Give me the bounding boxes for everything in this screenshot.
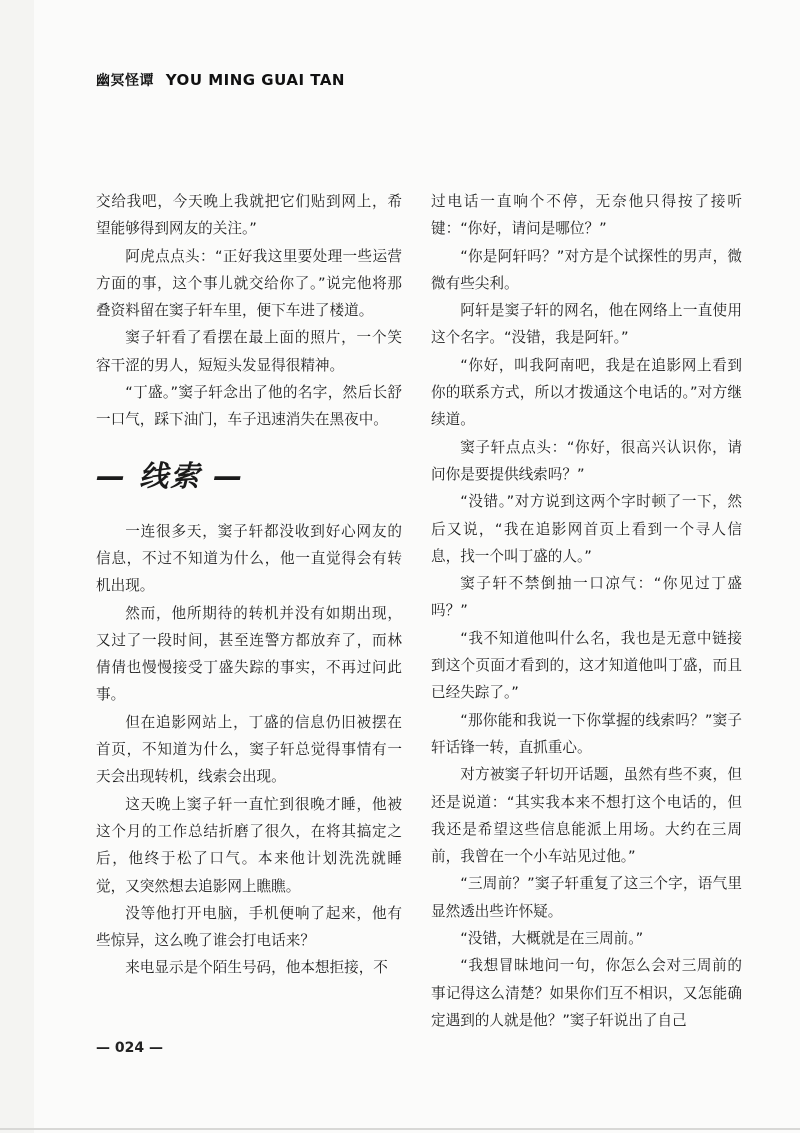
paragraph: “那你能和我说一下你掌握的线索吗？”窦子轩话锋一转，直抓重心。 <box>431 711 742 756</box>
paragraph: “你好，叫我阿南吧，我是在追影网上看到你的联系方式，所以才拨通这个电话的。”对方继续道。 <box>431 356 742 429</box>
paragraph: 这天晚上窦子轩一直忙到很晚才睡，他被这个月的工作总结折磨了很久，在将其搞定之后，他终于松了口气。本来他计划洗洗就睡觉，又突然想去追影网上瞧瞧。 <box>96 795 402 895</box>
right-column <box>431 188 742 1034</box>
paragraph: 窦子轩点点头：“你好，很高兴认识你，请问你是要提供线索吗？” <box>431 438 742 483</box>
paragraph: “我不知道他叫什么名，我也是无意中链接到这个页面才看到的，这才知道他叫丁盛，而且已经失踪了。” <box>431 629 742 702</box>
paragraph: “三周前？”窦子轩重复了这三个字，语气里显然透出些许怀疑。 <box>431 875 742 920</box>
header-title-cn: 幽冥怪谭 <box>96 73 154 89</box>
paragraph: 然而，他所期待的转机并没有如期出现，又过了一段时间，甚至连警方都放弃了，而林倩倩也慢慢接受丁盛失踪的事实，不再过问此事。 <box>96 604 402 704</box>
paragraph: “没错，大概就是在三周前。” <box>460 930 644 948</box>
paragraph: “丁盛。”窦子轩念出了他的名字，然后长舒一口气，踩下油门，车子迅速消失在黑夜中。 <box>96 384 402 429</box>
paragraph: 阿虎点点头：“正好我这里要处理一些运营方面的事，这个事儿就交给你了。”说完他将那叠资料留在窦子轩车里，便下车进了楼道。 <box>96 247 402 320</box>
paragraph: 过电话一直响个不停，无奈他只得按了接听键：“你好，请问是哪位？” <box>431 193 742 238</box>
paragraph: 窦子轩不禁倒抽一口凉气：“你见过丁盛吗？” <box>431 575 742 620</box>
page-number: — 024 — <box>96 1040 163 1056</box>
running-header <box>96 70 345 90</box>
paragraph: 但在追影网站上，丁盛的信息仍旧被摆在首页，不知道为什么，窦子轩总觉得事情有一天会出现转机，线索会出现。 <box>96 713 402 786</box>
paragraph: “没错。”对方说到这两个字时顿了一下，然后又说，“我在追影网首页上看到一个寻人信息，找一个叫丁盛的人。” <box>431 493 742 565</box>
header-title-pinyin: YOU MING GUAI TAN <box>165 71 345 89</box>
paragraph: 交给我吧，今天晚上我就把它们贴到网上，希望能够得到网友的关注。” <box>96 193 402 238</box>
paragraph: “你是阿轩吗？”对方是个试探性的男声，微微有些尖利。 <box>431 247 742 292</box>
paragraph: 窦子轩看了看摆在最上面的照片，一个笑容干涩的男人，短短头发显得很精神。 <box>96 329 402 374</box>
left-column <box>96 188 402 982</box>
section-title: — 线索 — <box>96 458 245 493</box>
paragraph: 一连很多天，窦子轩都没收到好心网友的信息，不过不知道为什么，他一直觉得会有转机出现。 <box>96 522 402 595</box>
paragraph: 没等他打开电脑，手机便响了起来，他有些惊异，这么晚了谁会打电话来？ <box>96 904 402 950</box>
paragraph: 对方被窦子轩切开话题，虽然有些不爽，但还是说道：“其实我本来不想打这个电话的，但我还是希望这些信息能派上用场。大约在三周前，我曾在一个小车站见过他。” <box>431 766 742 866</box>
paragraph: 阿轩是窦子轩的网名，他在网络上一直使用这个名字。“没错，我是阿轩。” <box>431 302 742 347</box>
paragraph: 来电显示是个陌生号码，他本想拒接，不 <box>125 959 388 977</box>
paragraph: “我想冒昧地问一句，你怎么会对三周前的事记得这么清楚？如果你们互不相识，又怎能确定遇到的人就是他？”窦子轩说出了自己 <box>431 957 742 1029</box>
scan-edge-divider <box>0 1128 800 1130</box>
